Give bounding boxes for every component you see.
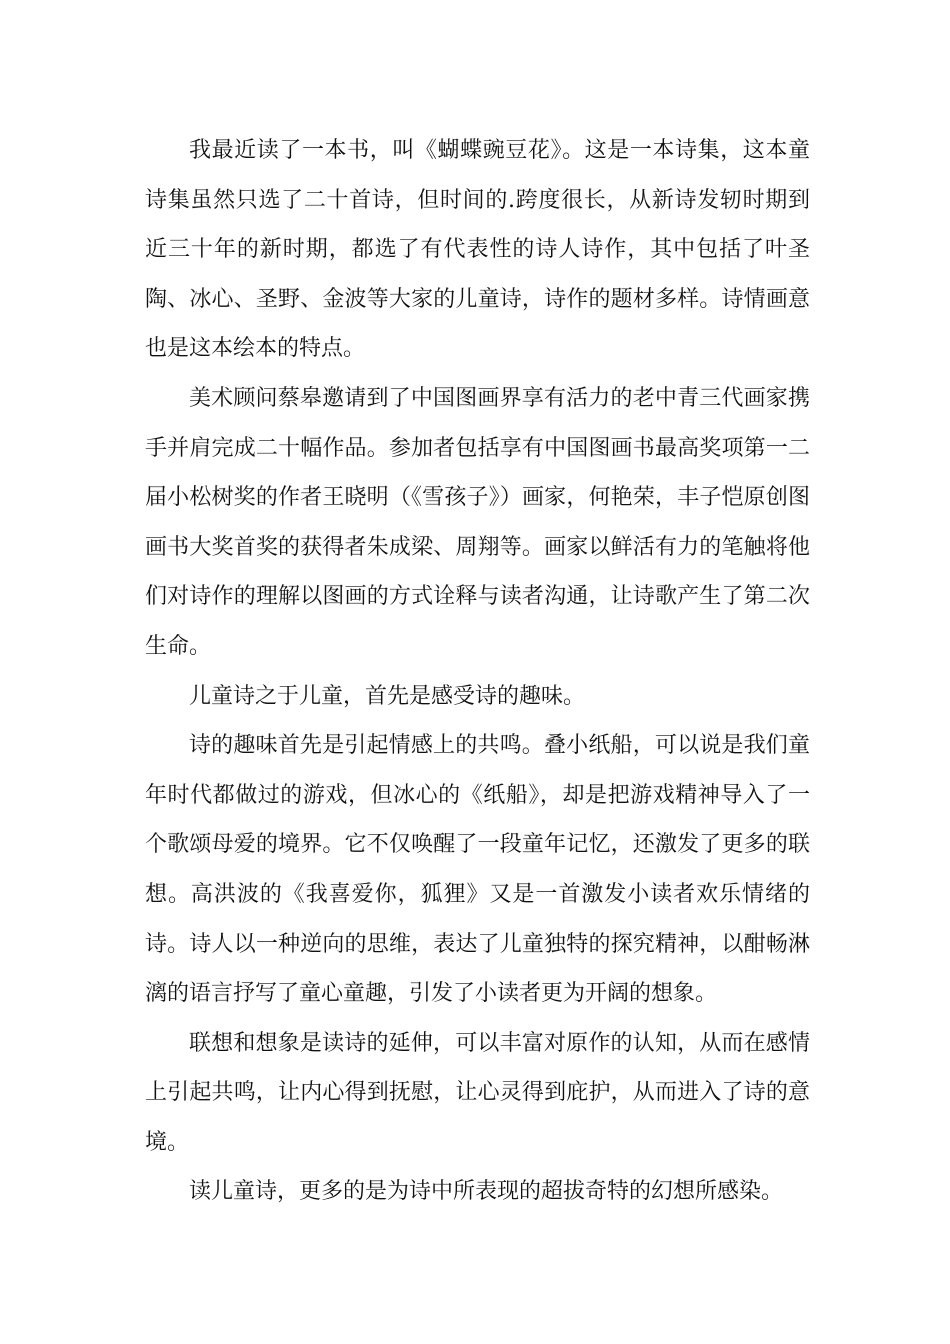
paragraph-4: 诗的趣味首先是引起情感上的共鸣。叠小纸船，可以说是我们童年时代都做过的游戏，但冰心的《纸船》，却是把游戏精神导入了一个歌颂母爱的境界。它不仅唤醒了一段童年记忆，还激发了更多的联想。高洪波的《我喜爱你，狐狸》又是一首激发小读者欢乐情绪的诗。诗人以一种逆向的思维，表达了儿童独特的探究精神，以酣畅淋漓的语言抒写了童心童趣，引发了小读者更为开阔的想象。 [145,733,810,1007]
document-body [145,126,810,1217]
paragraph-3: 儿童诗之于儿童，首先是感受诗的趣味。 [189,683,586,709]
paragraph-1: 我最近读了一本书，叫《蝴蝶豌豆花》。这是一本诗集，这本童诗集虽然只选了二十首诗，但时间的.跨度很长，从新诗发轫时期到近三十年的新时期，都选了有代表性的诗人诗作，其中包括了叶圣陶、冰心、圣野、金波等大家的儿童诗，诗作的题材多样。诗情画意也是这本绘本的特点。 [145,138,810,362]
paragraph-6: 读儿童诗，更多的是为诗中所表现的超拔奇特的幻想所感染。 [189,1179,784,1205]
paragraph-5: 联想和想象是读诗的延伸，可以丰富对原作的认知，从而在感情上引起共鸣，让内心得到抚慰，让心灵得到庇护，从而进入了诗的意境。 [145,1030,810,1155]
paragraph-2: 美术顾问蔡皋邀请到了中国图画界享有活力的老中青三代画家携手并肩完成二十幅作品。参加者包括享有中国图画书最高奖项第一二届小松树奖的作者王晓明（《雪孩子》）画家，何艳荣，丰子恺原创图画书大奖首奖的获得者朱成梁、周翔等。画家以鲜活有力的笔触将他们对诗作的理解以图画的方式诠释与读者沟通，让诗歌产生了第二次生命。 [145,385,810,659]
